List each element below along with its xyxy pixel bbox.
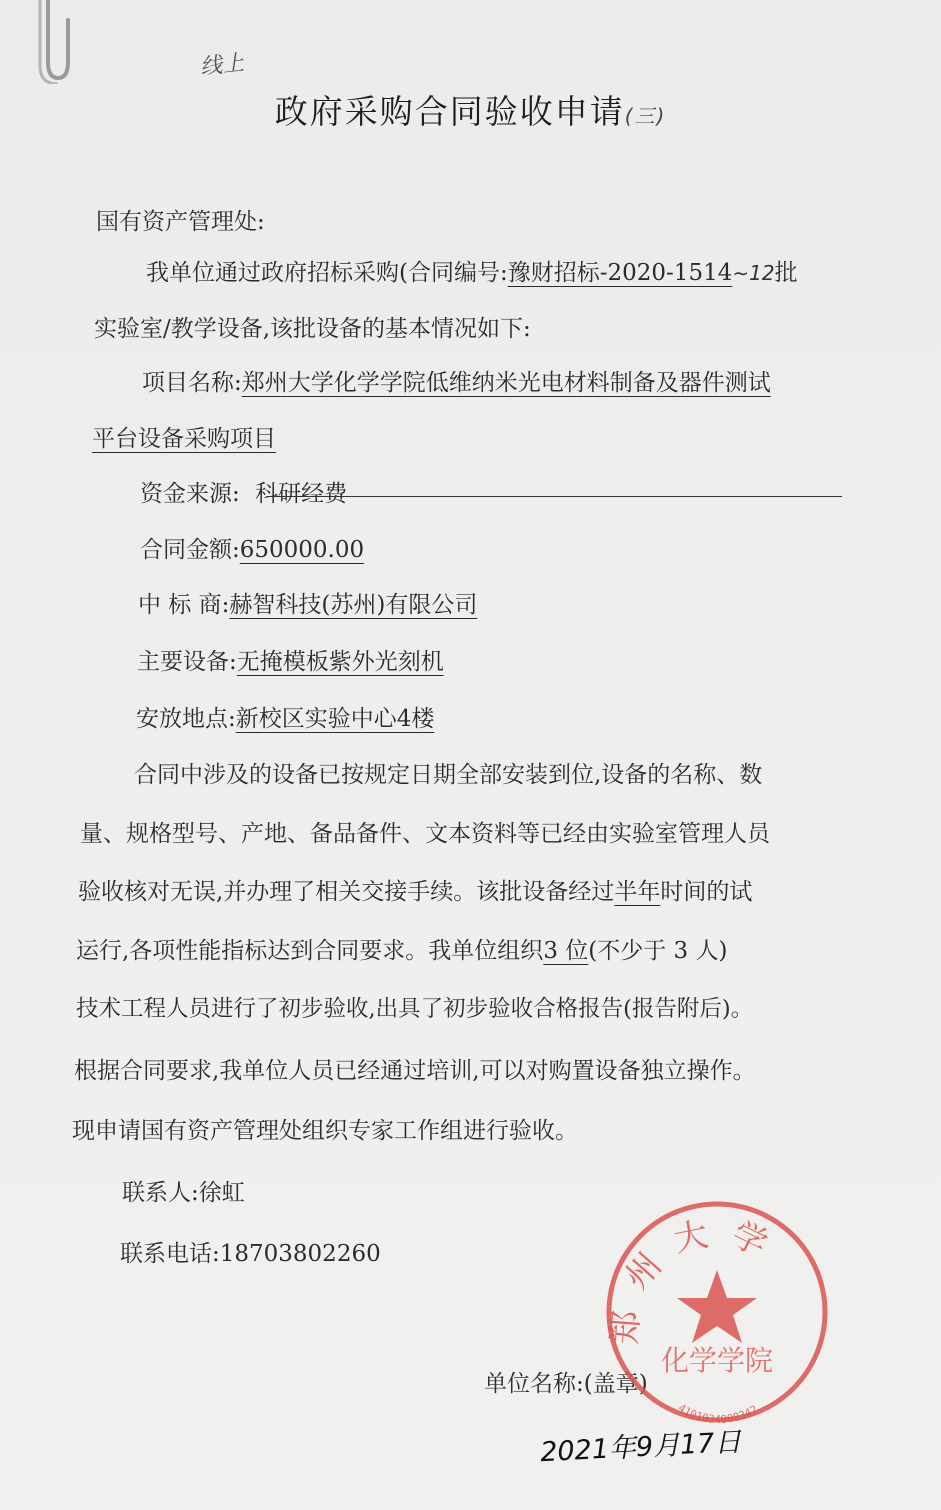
amount-row (140, 531, 364, 564)
paragraph-line-4 (76, 932, 727, 965)
fund-row (140, 475, 347, 508)
title-text: 政府采购合同验收申请 (274, 92, 625, 131)
equipment-label: 主要设备: (137, 649, 237, 675)
phone-label: 联系电话: (120, 1241, 220, 1267)
equipment-value: 无掩模板紫外光刻机 (236, 649, 444, 675)
amount-label: 合同金额: (140, 537, 240, 563)
contact-label: 联系人: (122, 1180, 199, 1206)
unit-signature-label: 单位名称:(盖章) (484, 1371, 648, 1397)
project-line-2 (92, 420, 276, 453)
project-line-1 (142, 364, 771, 397)
location-value: 新校区实验中心4楼 (235, 706, 435, 732)
contract-number: 豫财招标-2020-1514 (507, 260, 733, 286)
phone-value: 18703802260 (219, 1241, 381, 1267)
project-label: 项目名称: (142, 370, 242, 396)
official-seal-stamp (600, 1195, 835, 1430)
intro-line-2: 实验室/教学设备,该批设备的基本情况如下: (94, 316, 531, 342)
paragraph-line-3 (78, 873, 752, 906)
paragraph-4-text-a: 运行,各项性能指标达到合同要求。我单位组织 (76, 938, 544, 964)
phone-row (120, 1235, 381, 1268)
vendor-value: 赫智科技(苏州)有限公司 (229, 592, 478, 618)
addressee: 国有资产管理处: (96, 209, 265, 235)
amount-value: 650000.00 (239, 537, 365, 563)
paragraph-line-2: 量、规格型号、产地、备品备件、文本资料等已经由实验室管理人员 (80, 821, 770, 847)
vendor-label: 中 标 商: (138, 592, 230, 618)
intro-batch: 批 (774, 260, 798, 286)
project-name-part-2: 平台设备采购项目 (92, 426, 276, 452)
paragraph-line-6: 根据合同要求,我单位人员已经通过培训,可以对购置设备独立操作。 (74, 1058, 756, 1084)
project-name-part-1: 郑州大学化学学院低维纳米光电材料制备及器件测试 (241, 370, 771, 396)
vendor-row (138, 586, 477, 619)
fund-value: 科研经费 (255, 481, 348, 507)
document-title (0, 86, 941, 133)
intro-text-1: 我单位通过政府招标采购(合同编号: (146, 260, 508, 286)
trial-period: 半年 (614, 879, 661, 905)
handwritten-note-top: 线上 (199, 50, 246, 81)
fund-label: 资金来源: (140, 481, 240, 507)
fund-underline (266, 496, 842, 497)
seal-number: 4101034908342 (675, 1401, 761, 1427)
seal-text-top: 郑州大学 (604, 1211, 790, 1346)
location-label: 安放地点: (136, 706, 236, 732)
equipment-row (137, 643, 444, 676)
svg-text:郑州大学 (605, 1211, 790, 1346)
contact-row (122, 1174, 245, 1207)
intro-line-1 (146, 254, 798, 287)
engineer-count: 3 位 (543, 938, 589, 964)
title-handwritten-mark: (三) (624, 104, 667, 128)
paragraph-line-1: 合同中涉及的设备已按规定日期全部安装到位,设备的名称、数 (134, 762, 763, 788)
paragraph-line-7: 现申请国有资产管理处组织专家工作组进行验收。 (72, 1118, 578, 1144)
contract-handwritten-suffix: ∼12 (732, 261, 775, 285)
paragraph-line-5: 技术工程人员进行了初步验收,出具了初步验收合格报告(报告附后)。 (76, 996, 754, 1022)
paragraph-3-text-c: 时间的试 (660, 879, 753, 905)
paragraph-4-text-c: (不少于 3 人) (588, 938, 728, 964)
seal-star-icon (677, 1270, 757, 1343)
paper-clip-icon (30, 0, 76, 84)
location-row (136, 700, 434, 733)
seal-text-bottom: 化学学院 (660, 1344, 774, 1377)
handwritten-date: 2021年9月17日 (539, 1426, 743, 1469)
paragraph-3-text-a: 验收核对无误,并办理了相关交接手续。该批设备经过 (78, 879, 615, 905)
contact-name: 徐虹 (198, 1180, 245, 1206)
